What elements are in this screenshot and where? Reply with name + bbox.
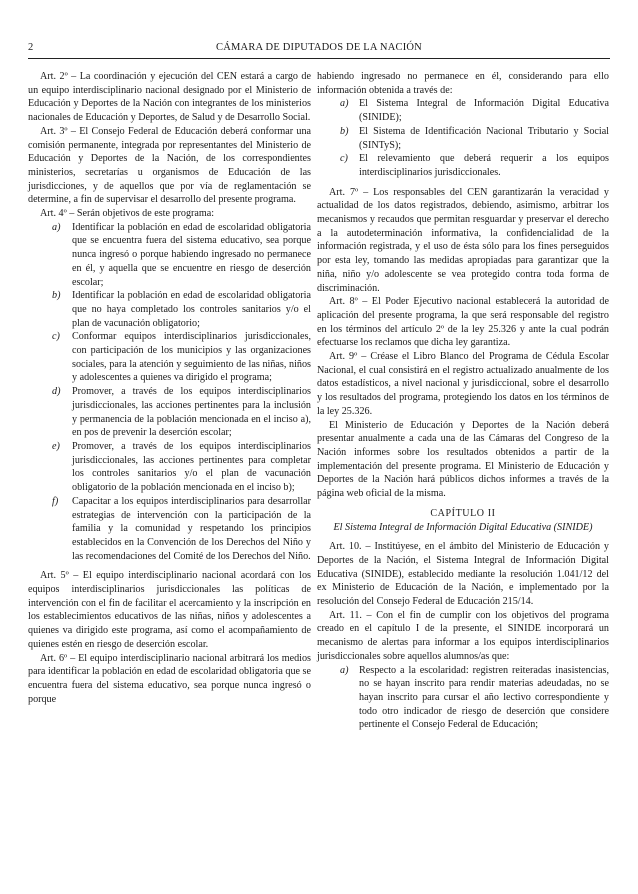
article-4-item-f bbox=[28, 495, 311, 564]
page-number: 2 bbox=[28, 42, 34, 53]
left-column bbox=[28, 70, 311, 706]
right-column bbox=[317, 70, 609, 732]
page-header bbox=[28, 42, 610, 59]
item-marker: b) bbox=[52, 290, 61, 302]
article-6-item-b bbox=[317, 125, 609, 152]
article-7: Art. 7º – Los responsables del CEN garantizarán la veracidad y actualidad de los datos registrados, debiendo, asimismo, arbitrar los mecanismos y recaudos que permitan resguardar y preservar el derecho a la autodeterminación informativa, la confidencialidad de la información registrada, y el uso de ésta sólo para los fines perseguidos por esta ley, tomando las medidas apropiadas para garantizar que la niña, niño y/o adolescente se vea protegido contra toda forma de discriminación. bbox=[317, 186, 609, 294]
article-9-paragraph-2: El Ministerio de Educación y Deportes de la Nación deberá presentar anualmente a cada una de las Cámaras del Congreso de la Nación informes sobre los resultados obtenidos a partir de la implementación del presente programa. El Ministerio de Educación y Deportes de la Nación hará públicos dichos informes a través de la página web oficial de la misma. bbox=[317, 419, 609, 500]
article-11: Art. 11. – Con el fin de cumplir con los objetivos del programa creado en el capítulo I de la presente, el SINIDE incorporará un mecanismo de alertas para informar a los equipos interdisciplinarios jurisdiccionales sobre aquellos alumnos/as que: bbox=[317, 609, 609, 662]
item-text: Conformar equipos interdisciplinarios jurisdiccionales, con participación de los municipios y las organizaciones sociales, para la atención y seguimiento de las niñas, niños y adolescentes a quienes va dirigido el programa; bbox=[72, 331, 311, 384]
item-text: El Sistema de Identificación Nacional Tributario y Social (SINTyS); bbox=[359, 125, 609, 151]
article-4-item-d bbox=[28, 385, 311, 440]
article-4-item-e bbox=[28, 440, 311, 495]
article-4-item-c bbox=[28, 330, 311, 385]
article-10: Art. 10. – Institúyese, en el ámbito del Ministerio de Educación y Deportes de la Nación, el Sistema Integral de Información Digital Educativa (SINIDE), establecido mediante la resolución 1.041/12 del ex Ministerio de Educación de la Nación, e implementado por la resolución del Consejo Federal de Educación 215/14. bbox=[317, 541, 609, 608]
item-text: Respecto a la escolaridad: registren reiteradas inasistencias, no se hayan inscrito para rendir materias adeudadas, no se hayan inscrito para cursar el año lectivo correspondiente y todo otro indicador de riesgo de deserción que considere pertinente el Consejo Federal de Educación; bbox=[359, 664, 609, 731]
item-marker: a) bbox=[340, 98, 349, 110]
item-text: Promover, a través de los equipos interdisciplinarios jurisdiccionales, las acciones pertinentes para la inclusión y permanencia de la población mencionada en el inciso a), en pos de prevenir la deserción escolar; bbox=[72, 386, 311, 439]
article-6-item-c bbox=[317, 152, 609, 179]
article-8: Art. 8º – El Poder Ejecutivo nacional establecerá la autoridad de aplicación del presente programa, la que será responsable del registro en los términos del artículo 2º de la ley 25.326 y ante la cual podrán efectuarse los reclamos que dicha ley garantiza. bbox=[317, 296, 609, 349]
article-9: Art. 9º – Créase el Libro Blanco del Programa de Cédula Escolar Nacional, el cual consistirá en el registro actualizado anualmente de los datos estadísticos, a nivel nacional y jurisdiccional, sobre el desarrollo y los resultados del programa, protegiendo los datos en los términos de la ley 25.326. bbox=[317, 351, 609, 417]
header-title: CÁMARA DE DIPUTADOS DE LA NACIÓN bbox=[216, 42, 422, 53]
article-6-item-a bbox=[317, 97, 609, 124]
article-11-item-a bbox=[317, 664, 609, 733]
item-marker: c) bbox=[52, 331, 60, 343]
article-6-continued: habiendo ingresado no permanece en él, considerando para ello información obtenida a través de: bbox=[317, 71, 609, 96]
chapter-title: El Sistema Integral de Información Digital Educativa (SINIDE) bbox=[333, 521, 593, 533]
item-text: Capacitar a los equipos interdisciplinarios para desarrollar estrategias de intervención con la participación de la familia y la comunidad y respetando los principios establecidos en la Convención de los Derechos del Niño y las recomendaciones del Comité de los Derechos del Niño. bbox=[72, 495, 311, 562]
item-marker: d) bbox=[52, 386, 61, 398]
item-text: Identificar la población en edad de escolaridad obligatoria que se encuentra fuera del sistema educativo, sea porque nunca ingresó o porque habiendo ingresado no permanece en él, y aquella que se encuentre en riesgo de deserción escolar; bbox=[72, 221, 311, 288]
item-marker: c) bbox=[340, 153, 348, 165]
article-2: Art. 2º – La coordinación y ejecución del CEN estará a cargo de un equipo interdisciplinario nacional designado por el Ministerio de Educación y Deportes de la Nación con integrantes de los ministerios nacionales de Educación y Deportes, de Salud y de Desarrollo Social. bbox=[28, 71, 311, 124]
article-4-item-b bbox=[28, 289, 311, 330]
item-text: El Sistema Integral de Información Digital Educativa (SINIDE); bbox=[359, 98, 609, 124]
item-text: El relevamiento que deberá requerir a los equipos interdisciplinarios jurisdiccionales. bbox=[359, 153, 609, 178]
article-6: Art. 6º – El equipo interdisciplinario nacional arbitrará los medios para identificar la población en edad de escolaridad obligatoria que se encuentra fuera del sistema educativo, sea porque nunca ingresó o porque bbox=[28, 652, 311, 705]
item-marker: a) bbox=[340, 664, 349, 676]
item-marker: f) bbox=[52, 495, 59, 507]
item-marker: b) bbox=[340, 125, 349, 137]
chapter-heading: CAPÍTULO II bbox=[430, 507, 496, 519]
item-marker: a) bbox=[52, 221, 61, 233]
item-marker: e) bbox=[52, 440, 60, 452]
article-3: Art. 3º – El Consejo Federal de Educación deberá conformar una comisión permanente, integrada por representantes del Ministerio de Educación y Deportes de la Nación, de los correspondientes ministerios, secretarías u organismos de Educación de las jurisdicciones, y de aquellos que por vía de reglamentación se determine, a fin de supervisar el desarrollo del presente programa. bbox=[28, 125, 311, 206]
article-4-item-a bbox=[28, 221, 311, 290]
item-text: Promover, a través de los equipos interdisciplinarios jurisdiccionales, las acciones pertinentes para completar los controles sanitarios y/o el plan de vacunación obligatorio de la población mencionada en el inciso b); bbox=[72, 440, 311, 494]
item-text: Identificar la población en edad de escolaridad obligatoria que no haya completado los controles sanitarios y/o el plan de vacunación obligatorio; bbox=[72, 290, 311, 329]
article-4: Art. 4º – Serán objetivos de este programa: bbox=[40, 208, 215, 220]
article-5: Art. 5º – El equipo interdisciplinario nacional acordará con los equipos interdisciplinarios jurisdiccionales las políticas de intervención con el fin de facilitar el acercamiento y la inscripción en los establecimientos educativos de las niñas, niños y adolescentes a quienes va dirigido este programa, así como el acompañamiento de quienes estén en riesgo de deserción escolar. bbox=[28, 570, 311, 650]
